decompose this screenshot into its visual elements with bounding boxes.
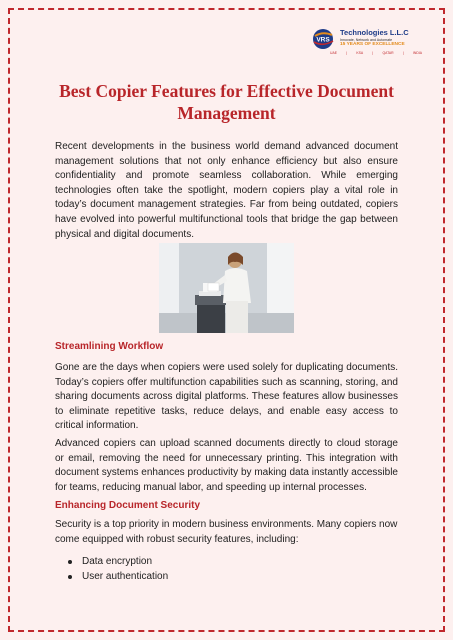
bullet-icon bbox=[68, 575, 72, 579]
company-logo bbox=[312, 28, 430, 56]
region-india: INDIA bbox=[412, 51, 422, 55]
region-uae: UAE bbox=[330, 51, 337, 55]
intro-paragraph: Recent developments in the business world demand advanced document management solutions that not only enhance efficiency but also ensure confidentiality and promote seamless collaboration. While emerging technologies often take the spotlight, modern copiers play a vital role in today’s document management strategies. Far from being outdated, copiers have evolved into powerful multifunctional tools that bridge the gap between physical and digital documents. bbox=[55, 141, 398, 240]
vrs-globe-icon bbox=[312, 28, 338, 50]
workflow-paragraph-2: Advanced copiers can upload scanned documents directly to cloud storage or email, removing the need for unnecessary printing. This integration with document systems enhances productivity by making data instantly accessible for teams, reducing manual labor, and speeding up internal processes. bbox=[55, 438, 398, 493]
region-qatar: QATAR bbox=[382, 51, 394, 55]
bullet-text: User authentication bbox=[82, 570, 169, 582]
security-feature-list bbox=[68, 555, 168, 584]
logo-excellence: 15 YEARS OF EXCELLENCE bbox=[340, 42, 405, 47]
logo-mark: VRS bbox=[316, 36, 330, 44]
logo-tagline: Innovate, Network and Automate bbox=[340, 38, 393, 42]
list-item bbox=[68, 570, 168, 585]
bullet-icon bbox=[68, 560, 72, 564]
workflow-paragraph-1: Gone are the days when copiers were used solely for duplicating documents. Today’s copiers offer multifunction capabilities such as scanning, storing, and sharing documents across digital platforms. These features allow businesses to eliminate repetitive tasks, reduce delays, and enable easy access to critical information. bbox=[55, 362, 398, 432]
bullet-text: Data encryption bbox=[82, 556, 153, 567]
office-photo bbox=[159, 243, 294, 333]
region-ksa: KSA bbox=[356, 51, 364, 55]
section-heading-workflow: Streamlining Workflow bbox=[55, 341, 164, 352]
security-paragraph: Security is a top priority in modern business environments. Many copiers now come equipped with robust security features, including: bbox=[55, 519, 398, 545]
section-heading-security: Enhancing Document Security bbox=[55, 500, 201, 511]
list-item bbox=[68, 555, 168, 570]
document-title: Best Copier Features for Effective Document Management bbox=[59, 81, 394, 123]
logo-name: Technologies L.L.C bbox=[340, 28, 409, 37]
logo-regions: UAE | KSA | QATAR | INDIA bbox=[330, 51, 422, 55]
